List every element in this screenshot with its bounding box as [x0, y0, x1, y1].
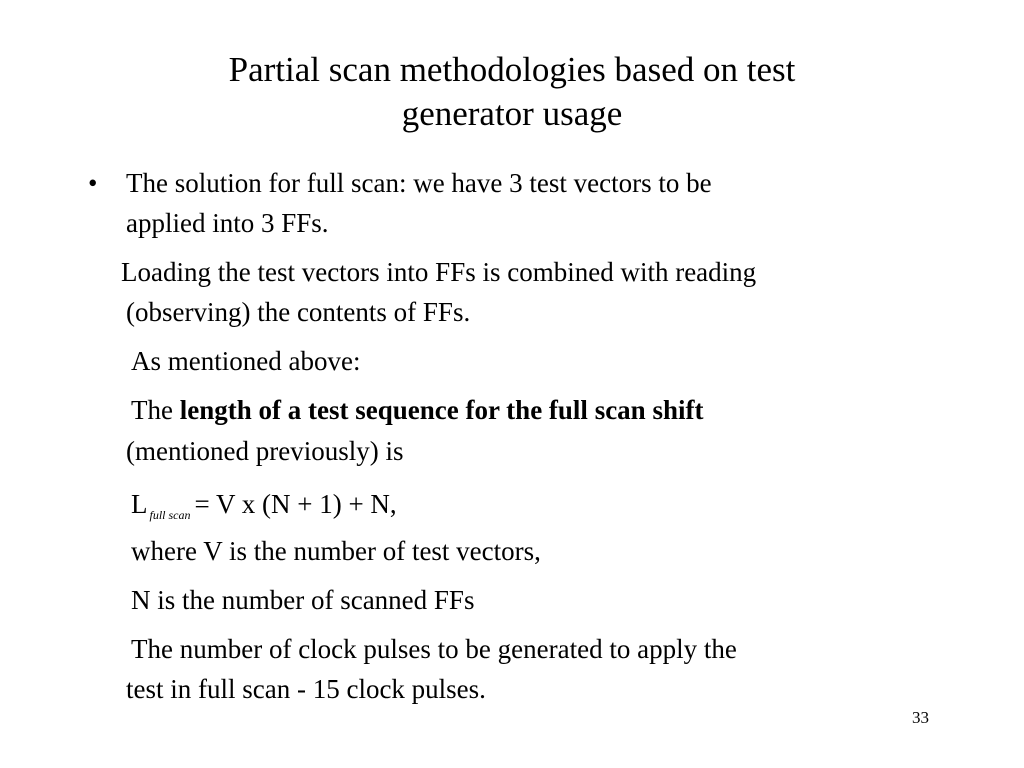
paragraph-4-prefix: The — [131, 395, 180, 425]
paragraph-4-line-1 — [131, 394, 703, 426]
paragraph-1-line-2: applied into 3 FFs. — [126, 208, 329, 238]
slide-title — [112, 48, 912, 136]
bullet-marker: • — [88, 168, 98, 198]
paragraph-2-line-1: Loading the test vectors into FFs is combined with reading — [121, 257, 757, 287]
formula-expression: = V x (N + 1) + N, — [194, 489, 397, 519]
paragraph-8-line-2: test in full scan - 15 clock pulses. — [126, 674, 486, 704]
paragraph-7: N is the number of scanned FFs — [131, 585, 475, 615]
slide-title-line-2: generator usage — [401, 94, 623, 133]
formula-subscript: full scan — [149, 508, 191, 522]
paragraph-3: As mentioned above: — [131, 346, 361, 376]
formula — [131, 488, 397, 531]
paragraph-8-line-1: The number of clock pulses to be generated to apply the — [131, 634, 737, 664]
paragraph-4-bold: length of a test sequence for the full scan shift — [179, 395, 704, 425]
paragraph-4-line-2: (mentioned previously) is — [126, 436, 404, 466]
page-number: 33 — [912, 708, 929, 727]
formula-l: L — [131, 489, 148, 519]
paragraph-1-line-1: The solution for full scan: we have 3 test vectors to be — [126, 168, 712, 198]
paragraph-2-line-2: (observing) the contents of FFs. — [126, 297, 471, 327]
paragraph-6: where V is the number of test vectors, — [131, 536, 541, 566]
slide-title-line-1: Partial scan methodologies based on test — [228, 50, 796, 89]
